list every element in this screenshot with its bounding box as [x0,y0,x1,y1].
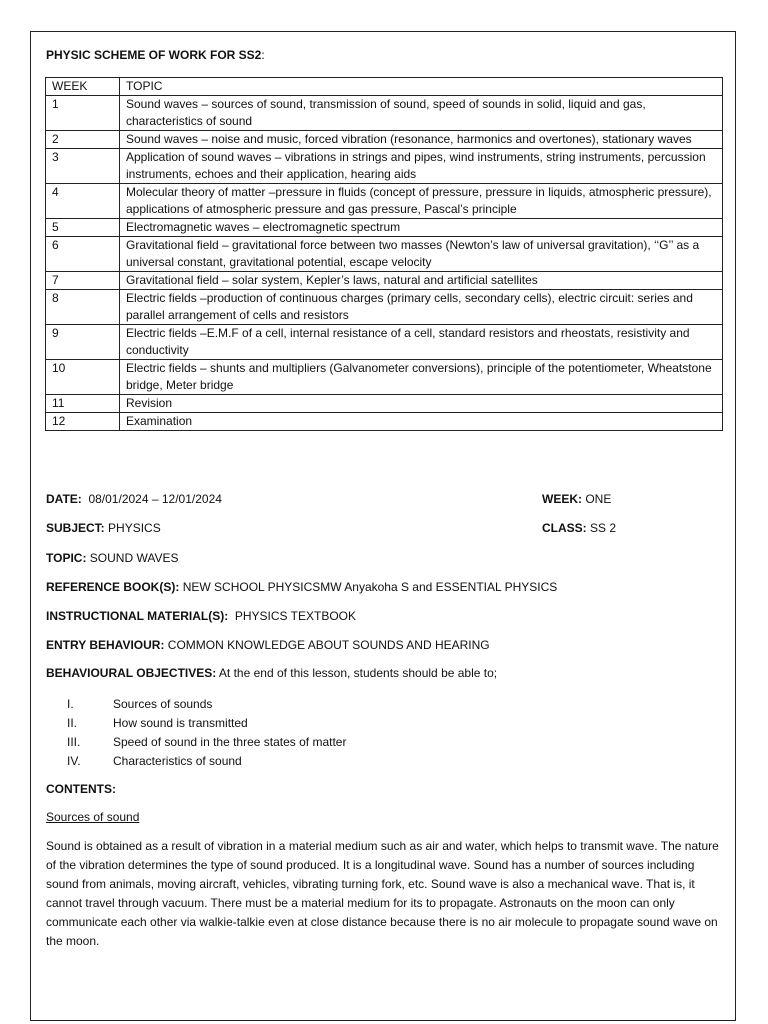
week-cell: 5 [46,219,120,237]
entry-behaviour-line: ENTRY BEHAVIOUR: COMMON KNOWLEDGE ABOUT SOUNDS AND HEARING [46,638,490,652]
table-row [46,395,723,413]
week-cell: 11 [46,395,120,413]
document-page [30,31,736,1021]
objectives-intro: At the end of this lesson, students should be able to; [218,666,498,680]
contents-label: CONTENTS: [46,782,116,796]
class-line: CLASS: SS 2 [542,521,617,535]
material-line: INSTRUCTIONAL MATERIAL(S): PHYSICS TEXTBOOK [46,609,357,623]
week-cell: 7 [46,272,120,290]
section-paragraph: Sound is obtained as a result of vibration in a material medium such as air and water, which helps to transmit wave. The nature of the vibration determines the type of sound produced. It is a longitudinal wave. Sound has a number of sources including sound from animals, moving aircraft, vehicles, vibrating turning fork, etc. Sound wave is also a mechanical wave. That is, it cannot travel through vacuum. There must be a material medium for its to propagate. Astronauts on the moon can only communicate each other via walkie-talkie even at close distance because there is no air molecule to propagate sound wave on the moon. [46,839,719,948]
list-item: IV. Characteristics of sound [67,754,242,768]
class-value: SS 2 [590,521,617,535]
topic-cell: Electric fields – shunts and multipliers (Galvanometer conversions), principle of the potentiometer, Wheatstone bridge, Meter bridge [120,360,723,395]
week-cell: 6 [46,237,120,272]
week-cell: 3 [46,149,120,184]
header-topic: TOPIC [120,78,723,96]
topic-cell: Revision [120,395,723,413]
date-line: DATE: 08/01/2024 – 12/01/2024 [46,492,222,506]
table-row [46,131,723,149]
table-row [46,360,723,395]
section-heading: Sources of sound [46,810,140,824]
table-row [46,149,723,184]
week-cell: 8 [46,290,120,325]
topic-cell: Gravitational field – gravitational force between two masses (Newton’s law of universal gravitation), ‘‘G’’ as a universal constant, gravitational potential, escape velocity [120,237,723,272]
topic-value: SOUND WAVES [89,551,179,565]
table-header-row [46,78,723,96]
table-row [46,272,723,290]
topic-cell: Application of sound waves – vibrations in strings and pipes, wind instruments, string instruments, percussion instruments, echoes and their application, hearing aids [120,149,723,184]
table-row [46,96,723,131]
topic-cell: Electromagnetic waves – electromagnetic spectrum [120,219,723,237]
table-row [46,219,723,237]
topic-line: TOPIC: SOUND WAVES [46,551,179,565]
list-item: III. Speed of sound in the three states of matter [67,735,347,749]
table-row [46,290,723,325]
week-cell: 4 [46,184,120,219]
table-row [46,184,723,219]
topic-cell: Sound waves – noise and music, forced vibration (resonance, harmonics and overtones), stationary waves [120,131,723,149]
topic-cell: Sound waves – sources of sound, transmission of sound, speed of sounds in solid, liquid and gas, characteristics of sound [120,96,723,131]
material-value: PHYSICS TEXTBOOK [234,609,357,623]
scheme-table [45,77,723,431]
header-week: WEEK [46,78,120,96]
subject-value: PHYSICS [108,521,161,535]
topic-cell: Gravitational field – solar system, Kepler’s laws, natural and artificial satellites [120,272,723,290]
objectives-line: BEHAVIOURAL OBJECTIVES: At the end of this lesson, students should be able to; [46,666,498,680]
topic-cell: Examination [120,413,723,431]
reference-line: REFERENCE BOOK(S): NEW SCHOOL PHYSICSMW Anyakoha S and ESSENTIAL PHYSICS [46,580,558,594]
week-cell: 9 [46,325,120,360]
list-item: II. How sound is transmitted [67,716,248,730]
topic-cell: Molecular theory of matter –pressure in fluids (concept of pressure, pressure in liquids, atmospheric pressure), applications of atmospheric pressure and gas pressure, Pascal’s principle [120,184,723,219]
topic-cell: Electric fields –E.M.F of a cell, internal resistance of a cell, standard resistors and rheostats, resistivity and conductivity [120,325,723,360]
week-cell: 1 [46,96,120,131]
week-cell: 2 [46,131,120,149]
week-cell: 12 [46,413,120,431]
table-row [46,325,723,360]
reference-value: NEW SCHOOL PHYSICSMW Anyakoha S and ESSENTIAL PHYSICS [182,580,558,594]
objectives-list [46,695,346,771]
week-value: ONE [585,492,612,506]
table-row [46,237,723,272]
subject-line: SUBJECT: PHYSICS [46,521,161,535]
table-row [46,413,723,431]
week-cell: 10 [46,360,120,395]
entry-value: COMMON KNOWLEDGE ABOUT SOUNDS AND HEARING [167,638,490,652]
week-line: WEEK: ONE [542,492,612,506]
date-value: 08/01/2024 – 12/01/2024 [88,492,222,506]
page-title: PHYSIC SCHEME OF WORK FOR SS2: [46,48,265,62]
topic-cell: Electric fields –production of continuous charges (primary cells, secondary cells), electric circuit: series and parallel arrangement of cells and resistors [120,290,723,325]
list-item: I. Sources of sounds [67,697,213,711]
